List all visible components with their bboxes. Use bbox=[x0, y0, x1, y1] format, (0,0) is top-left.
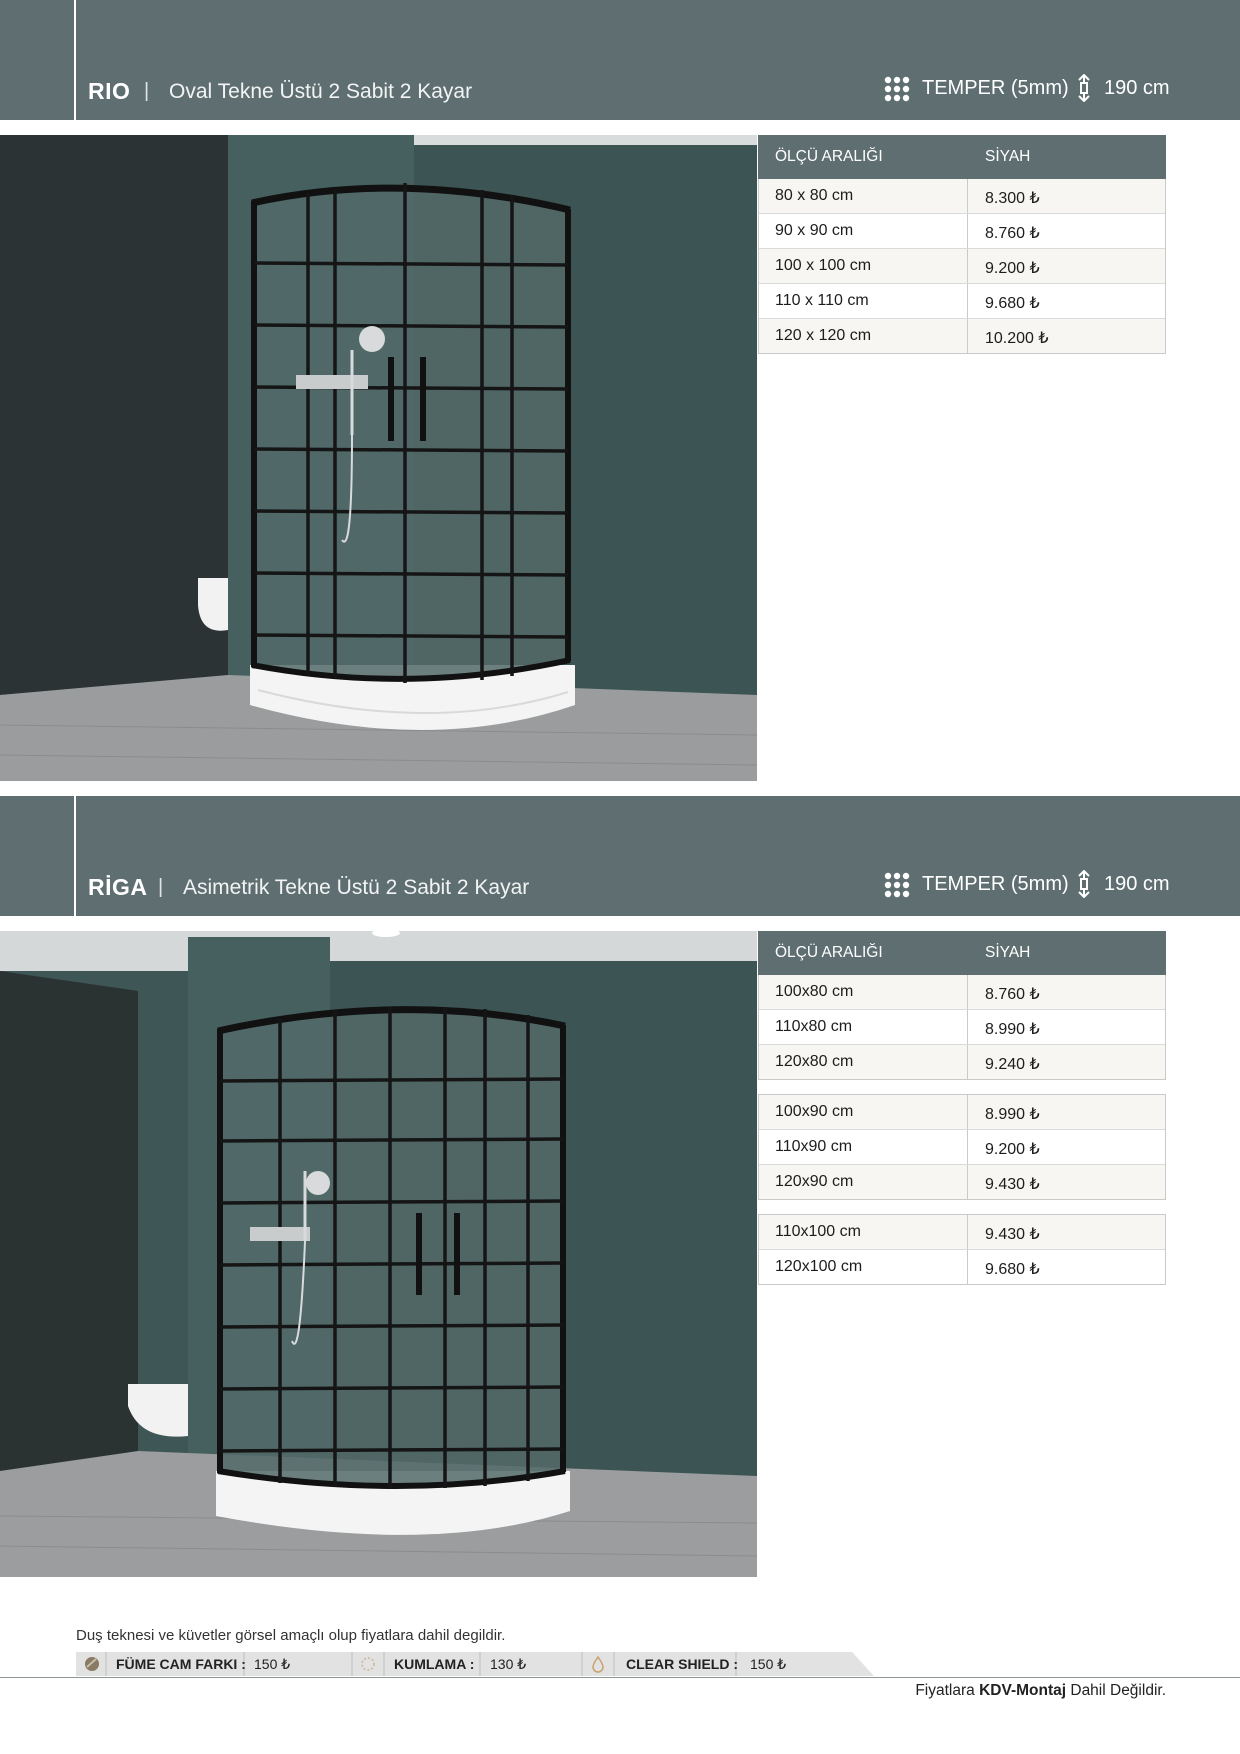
size-cell: 110x90 cm bbox=[759, 1130, 968, 1164]
header-divider-line bbox=[74, 796, 76, 916]
size-cell: 110x80 cm bbox=[759, 1010, 968, 1044]
table-row bbox=[759, 179, 1165, 213]
height-arrows-icon bbox=[1077, 870, 1091, 898]
size-cell: 100x80 cm bbox=[759, 975, 968, 1009]
smoke-glass-icon bbox=[84, 1656, 100, 1672]
table-row bbox=[759, 318, 1165, 353]
option-value-fume: 150 ₺ bbox=[254, 1656, 291, 1672]
column-header-size: ÖLÇÜ ARALIĞI bbox=[775, 148, 883, 165]
table-header-row bbox=[758, 135, 1166, 179]
price-cell: 8.990 ₺ bbox=[985, 1106, 1040, 1123]
product-code: RIO bbox=[88, 78, 131, 104]
frosted-glass-icon bbox=[360, 1656, 376, 1672]
table-group-80 bbox=[758, 975, 1166, 1080]
price-cell: 8.760 ₺ bbox=[985, 225, 1040, 242]
price-cell: 9.680 ₺ bbox=[985, 295, 1040, 312]
dots-grid-icon bbox=[884, 872, 910, 898]
table-row bbox=[759, 283, 1165, 318]
table-group-90 bbox=[758, 1094, 1166, 1200]
glass-spec: TEMPER (5mm) bbox=[922, 77, 1069, 99]
column-header-black: SİYAH bbox=[985, 148, 1031, 165]
kdv-note-bold: KDV-Montaj bbox=[979, 1682, 1067, 1699]
product-description: Asimetrik Tekne Üstü 2 Sabit 2 Kayar bbox=[183, 876, 530, 899]
product-code: RİGA bbox=[88, 874, 148, 900]
size-cell: 120x100 cm bbox=[759, 1250, 968, 1284]
kdv-note-suffix: Dahil Değildir. bbox=[1066, 1682, 1166, 1699]
height-spec: 190 cm bbox=[1104, 77, 1170, 99]
table-row bbox=[759, 1215, 1165, 1249]
water-drop-icon bbox=[590, 1655, 606, 1673]
tray-disclaimer: Duş teknesi ve küvetler görsel amaçlı olup fiyatlara dahil degildir. bbox=[76, 1627, 506, 1644]
price-cell: 9.200 ₺ bbox=[985, 260, 1040, 277]
column-header-black: SİYAH bbox=[985, 944, 1031, 961]
product-photo-riga bbox=[0, 931, 757, 1577]
size-cell: 120x80 cm bbox=[759, 1045, 968, 1079]
option-label-clear-shield: CLEAR SHIELD : bbox=[626, 1656, 738, 1672]
option-value-clear-shield: 150 ₺ bbox=[750, 1656, 787, 1672]
glass-options-bar bbox=[76, 1652, 874, 1676]
table-row bbox=[759, 1044, 1165, 1079]
table-group-100 bbox=[758, 1214, 1166, 1285]
table-row bbox=[759, 1164, 1165, 1199]
column-header-size: ÖLÇÜ ARALIĞI bbox=[775, 944, 883, 961]
table-row bbox=[759, 1009, 1165, 1044]
price-cell: 8.300 ₺ bbox=[985, 190, 1040, 207]
size-cell: 110 x 110 cm bbox=[759, 284, 968, 318]
product-photo-rio bbox=[0, 135, 757, 781]
option-label-fume: FÜME CAM FARKI : bbox=[116, 1656, 246, 1672]
size-cell: 110x100 cm bbox=[759, 1215, 968, 1249]
dots-grid-icon bbox=[884, 76, 910, 102]
product-header-riga bbox=[0, 796, 1240, 916]
table-row bbox=[759, 248, 1165, 283]
size-cell: 100 x 100 cm bbox=[759, 249, 968, 283]
price-cell: 9.680 ₺ bbox=[985, 1261, 1040, 1278]
size-cell: 120 x 120 cm bbox=[759, 319, 968, 353]
kdv-note-prefix: Fiyatlara bbox=[915, 1682, 980, 1699]
price-table-rio bbox=[758, 135, 1166, 354]
table-body bbox=[758, 179, 1166, 354]
size-cell: 120x90 cm bbox=[759, 1165, 968, 1199]
price-cell: 9.200 ₺ bbox=[985, 1141, 1040, 1158]
option-value-kumlama: 130 ₺ bbox=[490, 1656, 527, 1672]
price-cell: 8.760 ₺ bbox=[985, 986, 1040, 1003]
kdv-note bbox=[915, 1682, 1166, 1700]
product-header-rio bbox=[0, 0, 1240, 120]
product-description: Oval Tekne Üstü 2 Sabit 2 Kayar bbox=[169, 80, 473, 103]
price-cell: 9.430 ₺ bbox=[985, 1226, 1040, 1243]
glass-spec: TEMPER (5mm) bbox=[922, 873, 1069, 895]
price-table-riga bbox=[758, 931, 1166, 1285]
size-cell: 80 x 80 cm bbox=[759, 179, 968, 213]
price-cell: 10.200 ₺ bbox=[985, 330, 1049, 347]
price-cell: 9.430 ₺ bbox=[985, 1176, 1040, 1193]
footer-divider bbox=[0, 1677, 1240, 1678]
height-spec: 190 cm bbox=[1104, 873, 1170, 895]
size-cell: 90 x 90 cm bbox=[759, 214, 968, 248]
size-cell: 100x90 cm bbox=[759, 1095, 968, 1129]
option-label-kumlama: KUMLAMA : bbox=[394, 1656, 475, 1672]
height-arrows-icon bbox=[1077, 74, 1091, 102]
title-separator: | bbox=[158, 876, 164, 898]
price-cell: 9.240 ₺ bbox=[985, 1056, 1040, 1073]
table-row bbox=[759, 213, 1165, 248]
table-row bbox=[759, 975, 1165, 1009]
table-row bbox=[759, 1249, 1165, 1284]
title-separator: | bbox=[144, 80, 150, 102]
table-header-row bbox=[758, 931, 1166, 975]
header-divider-line bbox=[74, 0, 76, 120]
table-row bbox=[759, 1095, 1165, 1129]
price-cell: 8.990 ₺ bbox=[985, 1021, 1040, 1038]
table-row bbox=[759, 1129, 1165, 1164]
